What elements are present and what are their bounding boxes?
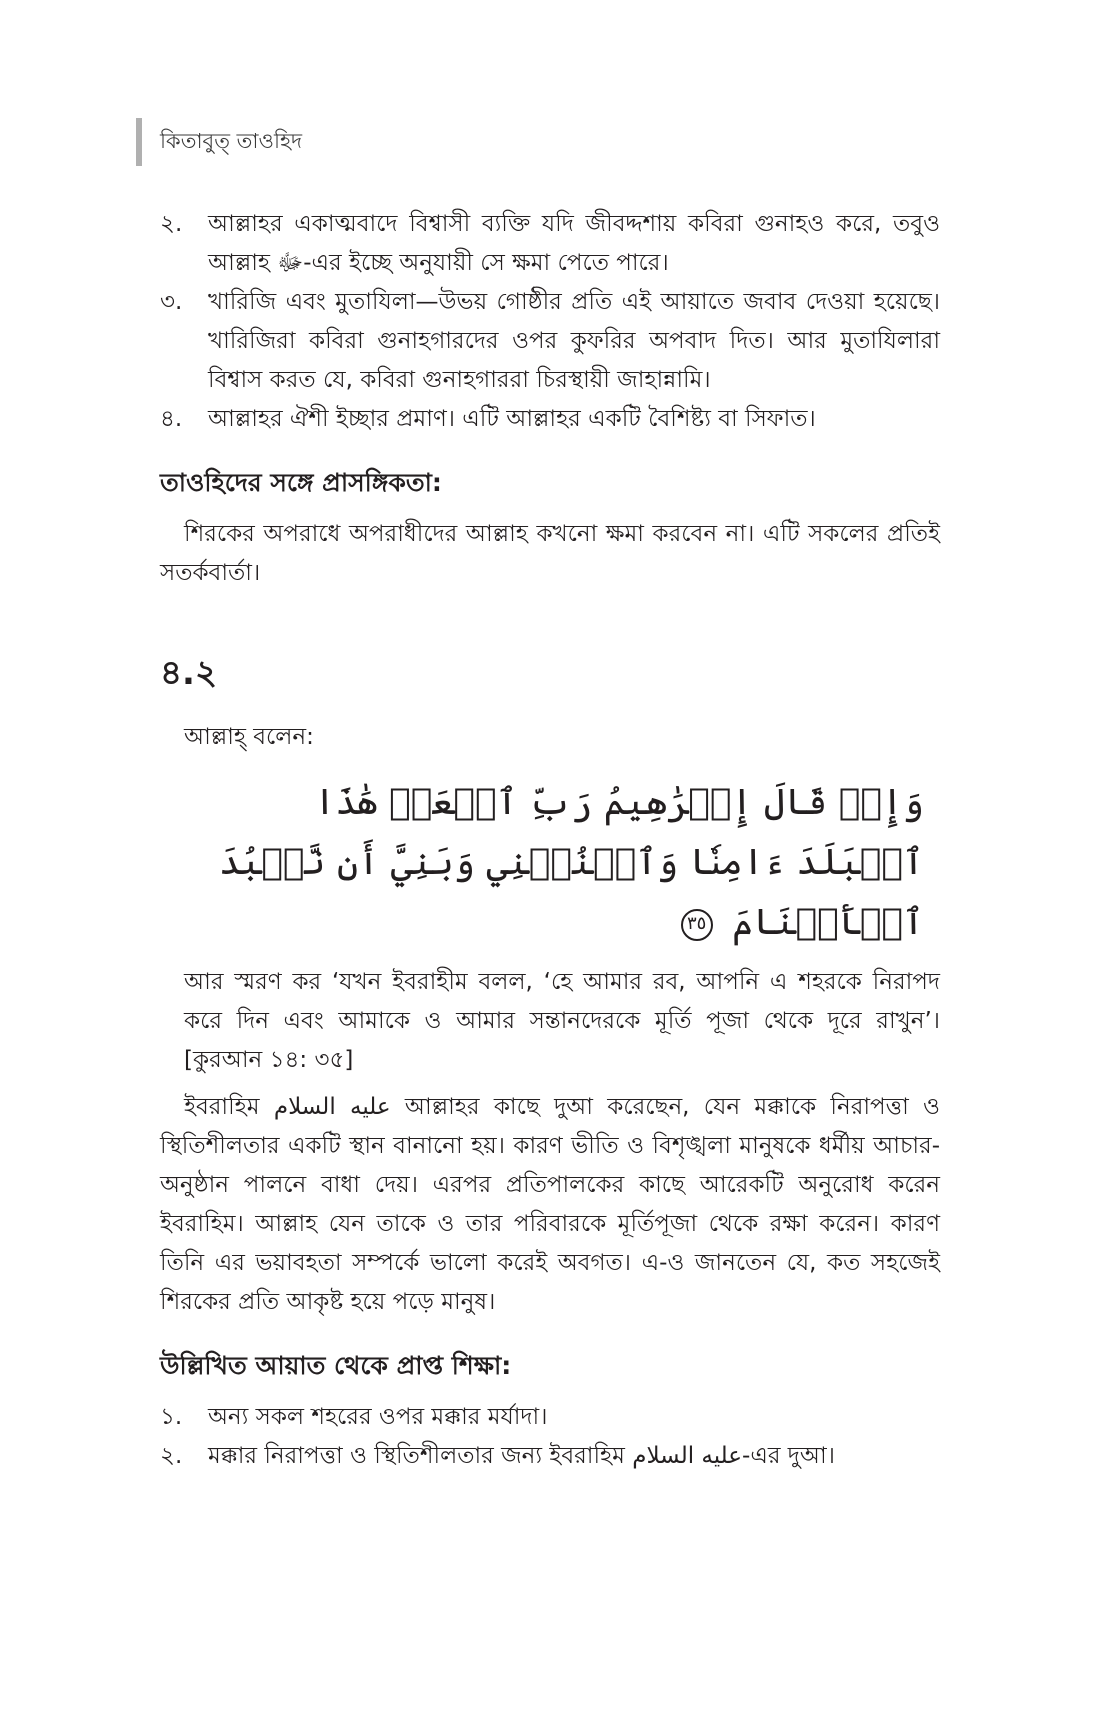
- list-item-number: ২.: [160, 211, 183, 237]
- list-item-text: খারিজি এবং মুতাযিলা—উভয় গোষ্ঠীর প্রতি এই আয়াতে জবাব দেওয়া হয়েছে। খারিজিরা কবিরা গুনাহগারদের ওপর কুফরির অপবাদ দিত। আর মুতাযিলারা বিশ্বাস করত যে, কবিরা গুনাহগাররা চিরস্থায়ী জাহান্নামি।: [208, 289, 940, 393]
- lessons-list: [160, 1398, 940, 1476]
- relevance-heading: তাওহিদের সঙ্গে প্রাসঙ্গিকতা:: [160, 468, 442, 497]
- list-item: [160, 283, 940, 400]
- ayah-text: وَإِذۡ قَالَ إِبۡرَٰهِيمُ رَبِّ ٱجۡعَلۡ هَٰذَا ٱلۡبَلَدَ ءَامِنٗا وَٱجۡنُبۡنِي وَبَنِيَّ أَن نَّعۡبُدَ ٱلۡأَصۡنَامَ: [219, 782, 924, 943]
- ayah-number-marker: ٣٥: [681, 909, 713, 941]
- relevance-text: শিরকের অপরাধে অপরাধীদের আল্লাহ কখনো ক্ষমা করবেন না। এটি সকলের প্রতিই সতর্কবার্তা।: [160, 521, 940, 586]
- running-head: [136, 118, 302, 166]
- running-head-title: কিতাবুত্ তাওহিদ: [160, 128, 303, 153]
- quran-ayah: [184, 773, 940, 953]
- list-item-number: ১.: [160, 1404, 183, 1430]
- list-item: [160, 1437, 940, 1476]
- list-item-number: ৩.: [160, 289, 183, 315]
- allah-says-label: আল্লাহ্ বলেন:: [184, 724, 314, 750]
- commentary-paragraph: ইবরাহিম عليه السلام আল্লাহর কাছে দুআ করেছেন, যেন মক্কাকে নিরাপত্তা ও স্থিতিশীলতার একটি স্থান বানানো হয়। কারণ ভীতি ও বিশৃঙ্খলা মানুষকে ধর্মীয় আচার-অনুষ্ঠান পালনে বাধা দেয়। এরপর প্রতিপালকের কাছে আরেকটি অনুরোধ করেন ইবরাহিম। আল্লাহ যেন তাকে ও তার পরিবারকে মূর্তিপূজা থেকে রক্ষা করেন। কারণ তিনি এর ভয়াবহতা সম্পর্কে ভালো করেই অবগত। এ-ও জানতেন যে, কত সহজেই শিরকের প্রতি আকৃষ্ট হয়ে পড়ে মানুষ।: [160, 1094, 940, 1315]
- list-item: [160, 1398, 940, 1437]
- lessons-heading: উল্লিখিত আয়াত থেকে প্রাপ্ত শিক্ষা:: [160, 1351, 512, 1380]
- list-item-number: ২.: [160, 1443, 183, 1469]
- section-number: ৪.২: [160, 653, 218, 693]
- list-item: [160, 400, 940, 439]
- list-item: [160, 205, 940, 283]
- list-item-text: আল্লাহর একাত্মবাদে বিশ্বাসী ব্যক্তি যদি জীবদ্দশায় কবিরা গুনাহও করে, তবুও আল্লাহ ﷻ-এর ইচ্ছে অনুযায়ী সে ক্ষমা পেতে পারে।: [208, 211, 940, 276]
- page-content: [160, 205, 940, 1476]
- list-item-text: আল্লাহর ঐশী ইচ্ছার প্রমাণ। এটি আল্লাহর একটি বৈশিষ্ট্য বা সিফাত।: [208, 406, 816, 432]
- running-head-bar: [136, 118, 142, 166]
- points-list-top: [160, 205, 940, 439]
- list-item-number: ৪.: [160, 406, 183, 432]
- list-item-text: মক্কার নিরাপত্তা ও স্থিতিশীলতার জন্য ইবরাহিম عليه السلام-এর দুআ।: [208, 1443, 835, 1469]
- list-item-text: অন্য সকল শহরের ওপর মক্কার মর্যাদা।: [208, 1404, 548, 1430]
- ayah-translation: আর স্মরণ কর ‘যখন ইবরাহীম বলল, ‘হে আমার রব, আপনি এ শহরকে নিরাপদ করে দিন এবং আমাকে ও আমার সন্তানদেরকে মূর্তি পূজা থেকে দূরে রাখুন’। [কুরআন ১৪: ৩৫]: [184, 969, 940, 1073]
